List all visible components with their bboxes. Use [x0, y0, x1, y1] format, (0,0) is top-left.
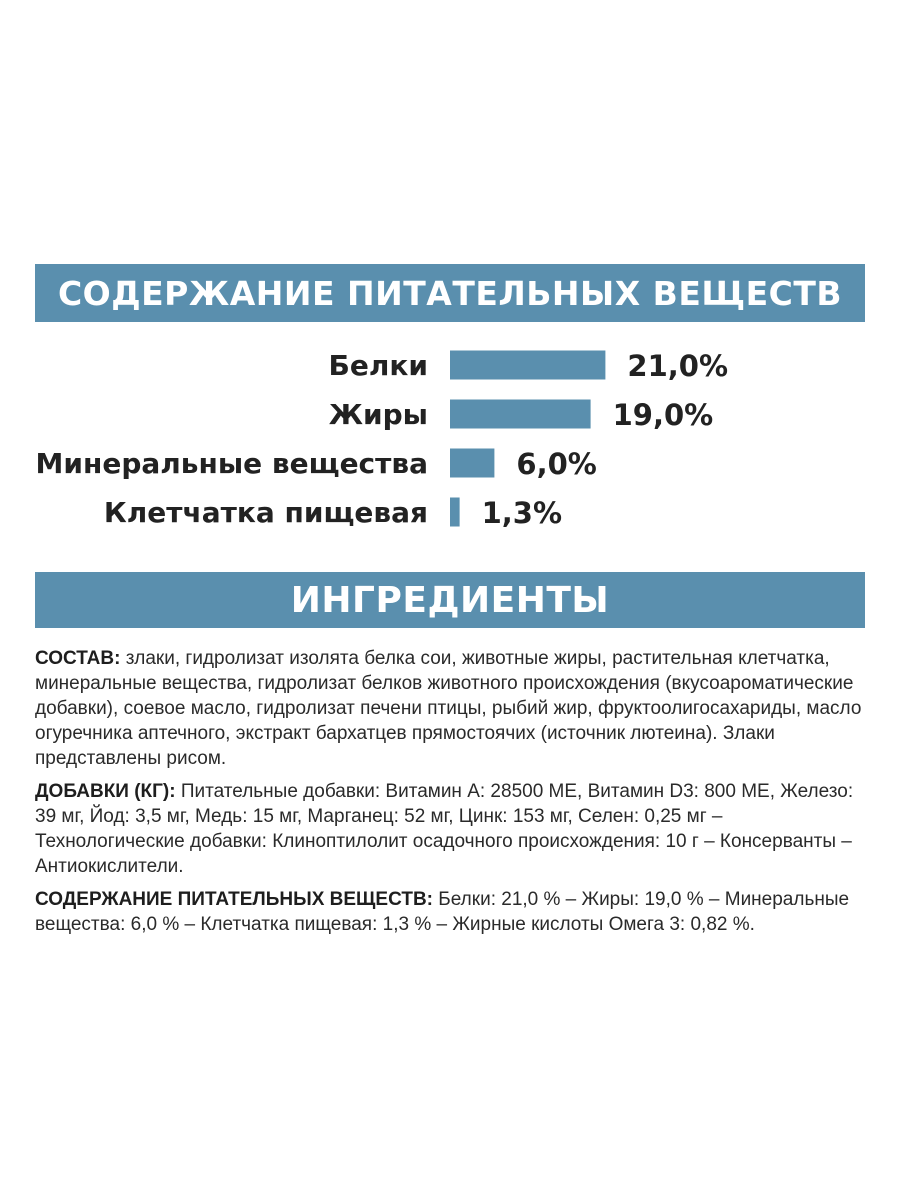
bar-category-label: Минеральные вещества — [35, 447, 428, 480]
composition-label: СОСТАВ: — [35, 648, 121, 669]
bar-category-label: Клетчатка пищевая — [103, 496, 428, 529]
bar-category-label: Жиры — [328, 398, 428, 431]
bar-value-label: 19,0% — [612, 398, 714, 432]
additives-label: ДОБАВКИ (КГ): — [35, 781, 176, 802]
nutrient-bar-chart — [0, 330, 900, 560]
ingredients-section-title: ИНГРЕДИЕНТЫ — [35, 572, 865, 628]
nutrients-text: Белки: 21,0 % – Жиры: 19,0 % – Минеральные вещества: 6,0 % – Клетчатка пищевая: 1,3 % – Жирные кислоты Омега 3: 0,82 %. — [35, 889, 850, 935]
bar — [450, 400, 591, 429]
nutrients-paragraph — [35, 887, 865, 937]
bar — [450, 351, 605, 380]
additives-paragraph — [35, 779, 865, 879]
ingredients-text-block — [35, 646, 865, 945]
bar-value-label: 6,0% — [516, 447, 597, 481]
bar-value-label: 1,3% — [481, 496, 563, 530]
bar-category-label: Белки — [328, 349, 428, 382]
additives-text: Питательные добавки: Витамин А: 28500 МЕ, Витамин D3: 800 МЕ, Железо: 39 мг, Йод: 3,5 мг, Медь: 15 мг, Марганец: 52 мг, Цинк: 153 мг, Селен: 0,25 мг – Технологические добавки: Клиноптилолит осадочного происхождения: 10 г – Консерванты – Антиокислители. — [35, 781, 854, 877]
nutrients-section-title: СОДЕРЖАНИЕ ПИТАТЕЛЬНЫХ ВЕЩЕСТВ — [35, 264, 865, 322]
bar — [450, 498, 460, 527]
nutrients-label: СОДЕРЖАНИЕ ПИТАТЕЛЬНЫХ ВЕЩЕСТВ: — [35, 889, 433, 910]
composition-paragraph — [35, 646, 865, 771]
bar — [450, 449, 494, 478]
bar-value-label: 21,0% — [627, 349, 729, 383]
composition-text: злаки, гидролизат изолята белка сои, животные жиры, растительная клетчатка, минеральные вещества, гидролизат белков животного происхождения (вкусоароматические добавки), соевое масло, гидролизат печени птицы, рыбий жир, фруктоолигосахариды, масло огуречника аптечного, экстракт бархатцев прямостоячих (источник лютеина). Злаки представлены рисом. — [35, 648, 862, 769]
